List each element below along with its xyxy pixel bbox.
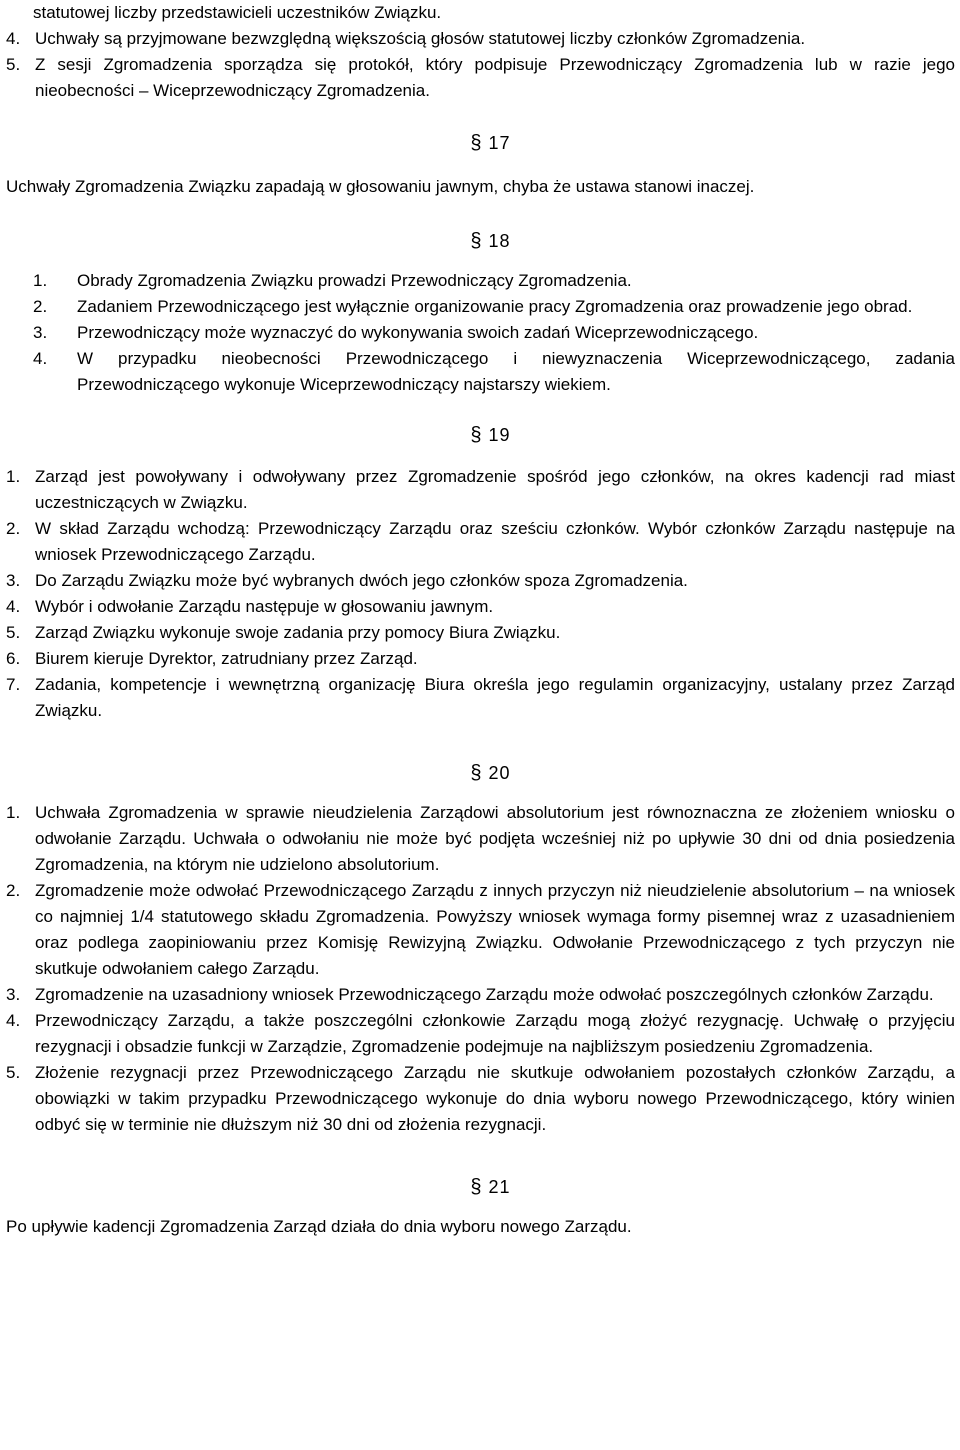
item-text: Biurem kieruje Dyrektor, zatrudniany przez Zarząd. (35, 649, 418, 668)
section-19-list (6, 464, 955, 724)
section-20-list (6, 800, 955, 1138)
list-item (6, 464, 955, 516)
item-number: 7. (6, 675, 21, 694)
section-number: 20 (488, 763, 511, 783)
section-sign: § (470, 762, 483, 784)
item-text: Uchwały są przyjmowane bezwzględną większością głosów statutowej liczby członków Zgromadzenia. (35, 29, 806, 48)
item-text: Zarząd Związku wykonuje swoje zadania przy pomocy Biura Związku. (35, 623, 561, 642)
item-text: Złożenie rezygnacji przez Przewodniczącego Zarządu nie skutkuje odwołaniem pozostałych członków Zarządu, a obowiązki w takim przypadku Przewodniczącego wykonuje do dnia wyboru nowego Przewodniczącego, który winien odbyć się w terminie nie dłuższym niż 30 dni od złożenia rezygnacji. (35, 1063, 955, 1134)
item-number: 2. (6, 881, 21, 900)
item-number: 5. (6, 55, 21, 74)
list-item (6, 568, 955, 594)
list-item (6, 26, 955, 52)
list-item (33, 268, 955, 294)
section-sign: § (470, 424, 483, 446)
list-item (6, 878, 955, 982)
item-number: 2. (33, 297, 48, 316)
section-number: 19 (488, 425, 511, 445)
item-number: 3. (6, 571, 21, 590)
item-number: 1. (33, 271, 48, 290)
section-18-list (33, 268, 955, 398)
item-text: Zarząd jest powoływany i odwoływany przez Zgromadzenie spośród jego członków, na okres kadencji rad miast uczestniczących w Związku. (35, 467, 955, 512)
item-text: Z sesji Zgromadzenia sporządza się protokół, który podpisuje Przewodniczący Zgromadzenia lub w razie jego nieobecności – Wiceprzewodniczący Zgromadzenia. (35, 55, 955, 100)
item-text: Wybór i odwołanie Zarządu następuje w głosowaniu jawnym. (35, 597, 494, 616)
section-sign: § (470, 132, 483, 154)
list-item (6, 594, 955, 620)
list-item (6, 620, 955, 646)
list-item (6, 646, 955, 672)
item-number: 2. (6, 519, 21, 538)
section-heading-21 (6, 1174, 955, 1200)
section-heading-19 (6, 422, 955, 448)
item-text: W skład Zarządu wchodzą: Przewodniczący Zarządu oraz sześciu członków. Wybór członków Zarządu następuje na wniosek Przewodniczącego Zarządu. (35, 519, 955, 564)
section-sign: § (470, 230, 483, 252)
item-number: 4. (6, 29, 21, 48)
item-text: Do Zarządu Związku może być wybranych dwóch jego członków spoza Zgromadzenia. (35, 571, 688, 590)
item-text: Obrady Zgromadzenia Związku prowadzi Przewodniczący Zgromadzenia. (77, 271, 632, 290)
item-text: Przewodniczący może wyznaczyć do wykonywania swoich zadań Wiceprzewodniczącego. (77, 323, 759, 342)
item-number: 5. (6, 1063, 21, 1082)
item-number: 3. (6, 985, 21, 1004)
item-text: W przypadku nieobecności Przewodniczącego i niewyznaczenia Wiceprzewodniczącego, zadania Przewodniczącego wykonuje Wiceprzewodniczący najstarszy wiekiem. (77, 349, 955, 394)
continuation-text: statutowej liczby przedstawicieli uczestników Związku. (33, 3, 442, 22)
item-number: 1. (6, 467, 21, 486)
section-sign: § (470, 1176, 483, 1198)
item-number: 4. (6, 1011, 21, 1030)
section-number: 21 (488, 1177, 511, 1197)
item-number: 5. (6, 623, 21, 642)
list-item (6, 52, 955, 104)
list-item (6, 516, 955, 568)
item-text: Uchwała Zgromadzenia w sprawie nieudzielenia Zarządowi absolutorium jest równoznaczna ze złożeniem wniosku o odwołanie Zarządu. Uchwała o odwołaniu nie może być podjęta wcześniej niż po upływie 30 dni od dnia posiedzenia Zgromadzenia, na którym nie udzielono absolutorium. (35, 803, 955, 874)
section-heading-17 (6, 130, 955, 156)
section-21-text: Po upływie kadencji Zgromadzenia Zarząd działa do dnia wyboru nowego Zarządu. (6, 1217, 632, 1236)
item-number: 1. (6, 803, 21, 822)
item-text: Przewodniczący Zarządu, a także poszczególni członkowie Zarządu mogą złożyć rezygnację. Uchwałę o przyjęciu rezygnacji i obsadzie funkcji w Zarządzie, Zgromadzenie podejmuje na najbliższym posiedzeniu Zgromadzenia. (35, 1011, 955, 1056)
item-number: 6. (6, 649, 21, 668)
list-item (33, 320, 955, 346)
list-item (33, 294, 955, 320)
top-list (6, 26, 955, 104)
list-item (6, 1008, 955, 1060)
item-text: Zadaniem Przewodniczącego jest wyłącznie organizowanie pracy Zgromadzenia oraz prowadzenie jego obrad. (77, 297, 913, 316)
list-item (6, 1060, 955, 1138)
list-item (6, 800, 955, 878)
section-number: 17 (488, 133, 511, 153)
item-text: Zgromadzenie na uzasadniony wniosek Przewodniczącego Zarządu może odwołać poszczególnych członków Zarządu. (35, 985, 934, 1004)
item-number: 4. (33, 349, 48, 368)
section-heading-18 (6, 228, 955, 254)
list-item (6, 672, 955, 724)
item-text: Zadania, kompetencje i wewnętrzną organizację Biura określa jego regulamin organizacyjny, ustalany przez Zarząd Związku. (35, 675, 955, 720)
item-number: 4. (6, 597, 21, 616)
item-number: 3. (33, 323, 48, 342)
section-number: 18 (488, 231, 511, 251)
section-17-text: Uchwały Zgromadzenia Związku zapadają w głosowaniu jawnym, chyba że ustawa stanowi inaczej. (6, 177, 755, 196)
item-text: Zgromadzenie może odwołać Przewodniczącego Zarządu z innych przyczyn niż nieudzielenie absolutorium – na wniosek co najmniej 1/4 statutowego składu Zgromadzenia. Powyższy wniosek wymaga formy pisemnej wraz z uzasadnieniem oraz podlega zaopiniowaniu przez Komisję Rewizyjną Związku. Odwołanie Przewodniczącego z tych przyczyn nie skutkuje odwołaniem całego Zarządu. (35, 881, 955, 978)
list-item (6, 982, 955, 1008)
list-item (33, 346, 955, 398)
section-heading-20 (6, 760, 955, 786)
